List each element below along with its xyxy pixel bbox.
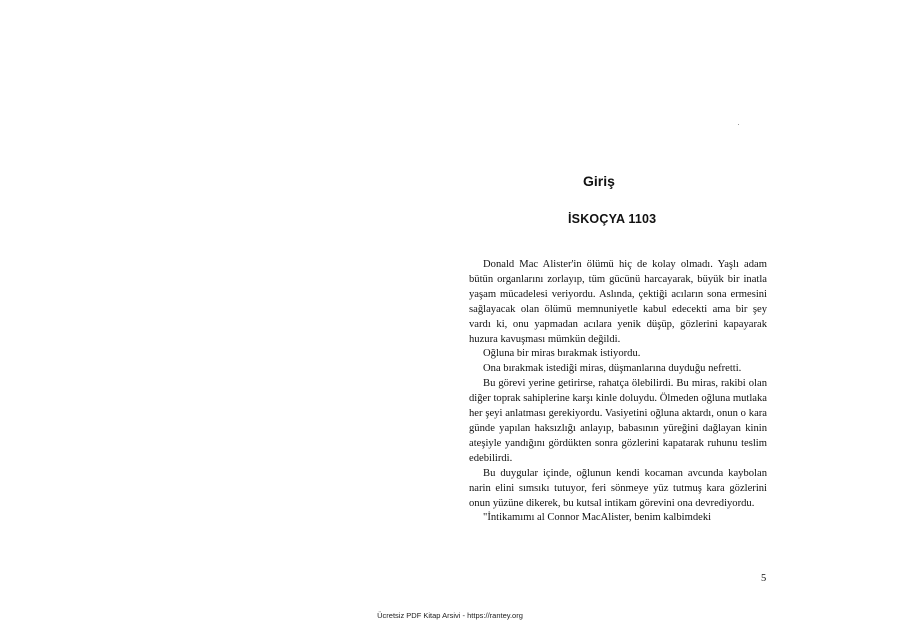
section-title: İSKOÇYA 1103 [568, 212, 657, 226]
scan-speck [738, 124, 739, 125]
page-number: 5 [761, 573, 767, 584]
paragraph: Bu duygular içinde, oğlunun kendi kocaman avcunda kaybolan narin elini sımsıkı tutuyor, feri sönmeye yüz tutmuş kara gözlerini onun yüzüne dikerek, bu kutsal intikam görevini ona devrediyordu. [469, 467, 767, 509]
paragraph: Ona bırakmak istediği miras, düşmanlarına duyduğu nefretti. [483, 363, 742, 375]
body-text [469, 258, 767, 526]
paragraph: Donald Mac Alister'in ölümü hiç de kolay olmadı. Yaşlı adam bütün organlarını zorlayıp, tüm gücünü harcayarak, büyük bir inatla yaşam mücadelesi veriyordu. Aslında, çektiği acıların sona ermesini sağlayacak olan ölümü memnuniyetle kabul edecekti ama bir şey vardı ki, onu yapmadan acılara yenik düşüp, gözlerini kapayarak huzura kavuşması mümkün değildi. [469, 259, 767, 345]
chapter-title: Giriş [583, 173, 615, 189]
paragraph: Oğluna bir miras bırakmak istiyordu. [483, 348, 641, 360]
paragraph: Bu görevi yerine getirirse, rahatça ölebilirdi. Bu miras, rakibi olan diğer toprak sahiplerine karşı kinle doluydu. Ölmeden oğluna mutlaka her şeyi anlatması gerekiyordu. Vasiyetini oğluna aktardı, onun o kara günde yapılan haksızlığı anlayıp, babasının yüreğini dağlayan kinin ateşiyle yandığını gördükten sonra gözlerini kapatarak ruhunu teslim edebilirdi. [469, 378, 767, 464]
footer-watermark: Ücretsiz PDF Kitap Arsivi - https://rantey.org [377, 611, 523, 620]
paragraph: "İntikamımı al Connor MacAlister, benim kalbimdeki [483, 512, 712, 524]
